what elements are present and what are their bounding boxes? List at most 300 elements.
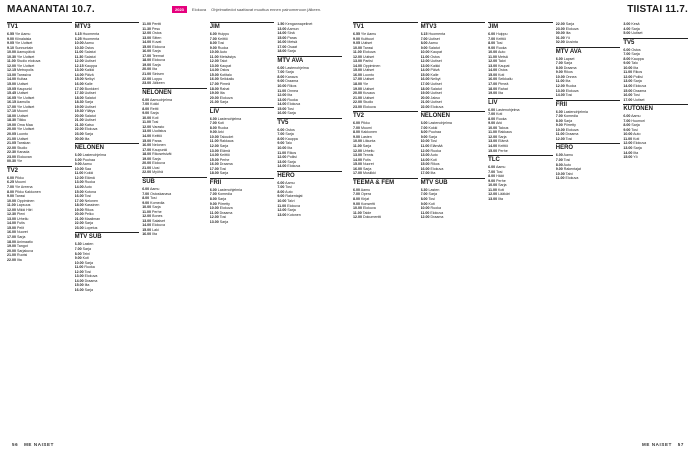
program-time: 17.00 <box>142 147 152 152</box>
program-name: Taloudet <box>218 134 234 139</box>
program-name: Onnea <box>564 74 577 79</box>
program-time: 19.00 <box>352 86 362 91</box>
program-name: Tosi <box>630 127 638 132</box>
program-name: Ostos <box>630 47 641 52</box>
program-time: 9.00 <box>555 70 563 75</box>
channel-title: NELONEN <box>142 88 207 97</box>
program-time: 11.00 <box>623 136 633 141</box>
program-time: 10.00 <box>555 127 565 132</box>
program-name: Aamu <box>427 41 438 46</box>
program-time: 14.00 <box>209 153 219 158</box>
program-name: Koti <box>151 115 159 120</box>
program-time: 7.00 <box>209 121 217 126</box>
program-line <box>556 137 621 142</box>
program-time: 15.00 <box>74 77 84 82</box>
program-name: Elokuva <box>564 176 579 181</box>
program-name: Koti <box>497 72 505 77</box>
program-time: 10.00 <box>142 115 152 120</box>
program-time: 11.00 <box>488 187 497 192</box>
program-time: 7.00 <box>488 112 496 117</box>
program-name: Mikki Hiiri <box>16 207 33 212</box>
program-time: 9.00 <box>277 141 285 146</box>
program-time: 17.00 <box>142 53 152 58</box>
program-time: 18.00 <box>209 171 219 176</box>
program-time: 12.00 <box>488 59 498 64</box>
program-name: Uutiset <box>83 91 96 96</box>
program-time: 02.00 <box>555 40 565 45</box>
program-name: Komedia <box>562 114 578 119</box>
program-name: Studio elokuva <box>15 59 41 64</box>
program-time: 8.00 <box>277 189 285 194</box>
program-time: 16.00 <box>142 49 152 54</box>
program-name: Aamu <box>83 41 94 46</box>
program-time: 18.00 <box>352 82 362 87</box>
program-time: 9.00 <box>420 201 428 206</box>
program-name: Uutiset <box>83 59 96 64</box>
program-time: 20.00 <box>142 67 152 72</box>
program-name: Sarja <box>216 196 227 201</box>
program-time: 9.00 <box>7 36 14 41</box>
program-time: 6.00 <box>623 114 631 119</box>
program-name: Koti <box>216 121 224 126</box>
program-time: 12.00 <box>74 175 84 180</box>
program-name: Sarja <box>630 52 640 57</box>
channel-title: MTV AVA <box>556 47 621 56</box>
program-time: 18.00 <box>142 58 152 63</box>
program-time: 10.00 <box>7 198 16 203</box>
program-time: 11.00 <box>420 54 430 59</box>
program-time: 16.00 <box>142 143 152 148</box>
program-name: Yle Uutiset <box>16 63 35 68</box>
program-name: Yle Uutiset <box>16 127 35 132</box>
program-name: Elokuva <box>361 206 376 211</box>
program-name: Aamupäivä <box>16 50 35 55</box>
program-name: Sarja <box>83 221 93 226</box>
program-time: 7.00 <box>420 192 428 197</box>
program-name: Lopetus <box>83 225 98 230</box>
listing-column <box>210 22 276 438</box>
program-name: Kanava <box>284 74 298 79</box>
program-line <box>75 288 140 293</box>
program-name: Draama <box>632 88 647 93</box>
program-name: Uutiset <box>630 31 643 36</box>
program-name: Paras <box>286 35 297 40</box>
program-name: Tosi <box>429 139 437 144</box>
program-line <box>353 215 418 220</box>
program-name: Sarja <box>361 144 372 149</box>
program-name: Kotitalo <box>218 72 232 77</box>
program-time: 12.00 <box>623 74 633 79</box>
program-name: Keittiö <box>497 144 509 149</box>
program-name: Sarja <box>632 146 642 151</box>
program-name: Draama <box>218 162 233 167</box>
program-time: 15.00 <box>209 157 219 162</box>
program-time: 7.00 <box>277 132 285 137</box>
program-time: 16.00 <box>74 194 84 199</box>
program-name: Sarja <box>286 49 296 54</box>
program-time: 18.00 <box>74 95 84 100</box>
program-name: Yö <box>632 155 638 160</box>
program-name: Draama <box>83 278 98 283</box>
program-name: Saa <box>83 166 91 171</box>
program-time: 22.00 <box>555 22 565 26</box>
program-name: Keittiö <box>216 36 228 41</box>
program-name: Salatut <box>83 54 96 59</box>
program-time: 14.00 <box>352 63 362 68</box>
program-name: Komedia <box>149 200 165 205</box>
program-line <box>7 258 72 263</box>
program-time: 9.00 <box>142 111 150 116</box>
program-name: Lasten <box>359 134 372 139</box>
program-time: 9.00 <box>209 45 217 50</box>
program-time: 11.00 <box>142 209 151 214</box>
program-time: 16.00 <box>74 82 84 87</box>
program-time: 16.00 <box>352 72 362 77</box>
program-time: 11.30 <box>142 26 151 31</box>
program-name: Teini <box>81 251 90 256</box>
program-name: Elämä <box>497 139 509 144</box>
program-name: Kalle <box>429 72 439 77</box>
program-line <box>488 149 553 154</box>
program-time: 15.00 <box>623 88 633 93</box>
program-name: Ruoka <box>429 148 441 153</box>
program-time: 9.00 <box>74 256 82 261</box>
program-time: 11.00 <box>488 130 497 135</box>
program-time: 13.00 <box>623 79 633 84</box>
program-time: 7.00 <box>420 125 428 130</box>
program-name: Rikos <box>286 150 297 155</box>
program-time: 8.00 <box>555 65 563 70</box>
program-time: 17.30 <box>74 91 84 96</box>
program-name: Perhe <box>150 209 162 214</box>
program-name: Oppiminen <box>361 63 381 68</box>
program-name: Poliisi <box>286 155 297 160</box>
program-time: 13.00 <box>555 88 565 93</box>
program-time: 8.00 <box>488 174 496 179</box>
program-time: 15.00 <box>623 155 633 160</box>
program-name: Huomenta <box>81 36 100 41</box>
program-line <box>353 105 418 110</box>
program-line <box>421 105 486 110</box>
channel-title: JIM <box>210 22 275 31</box>
program-time: 10.00 <box>555 171 565 176</box>
program-time: 13.00 <box>277 26 287 31</box>
program-time: 19.30 <box>74 109 84 114</box>
program-name: Koti <box>427 201 435 206</box>
program-time: 6.00 <box>623 47 631 52</box>
program-name: Elokuva <box>83 127 98 132</box>
program-time: 6.00 <box>277 127 285 132</box>
program-name: Sarja <box>286 111 296 116</box>
program-name: Dokumentti <box>361 215 382 220</box>
program-line <box>75 226 140 231</box>
program-time: 17.10 <box>7 109 16 114</box>
program-time: 13.00 <box>142 35 152 40</box>
program-time: 6.25 <box>7 180 14 185</box>
program-name: Tanssi <box>14 194 26 199</box>
program-time: 7.00 <box>623 118 631 123</box>
program-name: Ruoka <box>564 84 577 89</box>
program-time: 11.00 <box>209 139 219 144</box>
program-time: 11.00 <box>142 120 151 125</box>
channel-title: MTV SUB <box>421 178 486 187</box>
program-name: Uutiset <box>361 77 375 82</box>
program-time: 6.15 <box>420 32 428 36</box>
listing-column <box>556 22 622 438</box>
program-name: Uutiset <box>429 100 442 105</box>
program-line <box>277 111 342 116</box>
program-time: 7.00 <box>352 125 360 130</box>
program-time: 7.00 <box>555 114 563 119</box>
program-time: 13.00 <box>420 63 430 68</box>
program-time: 18.00 <box>277 49 287 54</box>
program-name: Bunkkeri <box>83 86 99 91</box>
program-name: Studio <box>361 100 374 105</box>
program-time: 18.00 <box>74 203 84 208</box>
program-name: Elokuva <box>151 161 165 166</box>
program-name: Tosi <box>83 269 91 274</box>
program-name: Kakkonen <box>359 130 377 135</box>
program-time: 21.00 <box>352 95 362 100</box>
program-name: Jälkeen <box>151 81 165 86</box>
program-name: Sarja <box>630 26 640 31</box>
program-time: 13.00 <box>623 146 633 151</box>
channel-title: JIM <box>488 22 553 31</box>
program-name: Rikos <box>429 162 440 167</box>
program-time: 13.00 <box>277 97 287 102</box>
program-time: 9.00 <box>352 36 360 41</box>
program-time: 10.00 <box>74 166 84 171</box>
program-name: Katso <box>83 122 94 127</box>
program-name: Metropolis <box>16 68 34 73</box>
program-name: Sinä <box>286 31 295 36</box>
program-name: Sarja <box>632 79 642 84</box>
program-name: Oppiminen <box>16 198 35 203</box>
program-time: 8.00 <box>488 41 496 46</box>
program-time: 15.00 <box>74 283 84 288</box>
program-time: 13.00 <box>277 212 287 217</box>
program-name: Lastenohjelma <box>216 116 242 121</box>
program-time: 8.00 <box>555 118 563 123</box>
program-name: Ruoka <box>286 97 298 102</box>
program-name: Tosi <box>216 41 225 46</box>
program-name: Yle Uutiset <box>16 104 35 109</box>
program-time: 13.00 <box>74 274 84 279</box>
program-name: Draama <box>564 132 579 137</box>
program-time: 9.00 <box>623 61 631 66</box>
program-name: Osaat <box>286 44 297 49</box>
program-time: 6.00 <box>555 153 563 158</box>
program-name: Tosi <box>286 106 294 111</box>
program-name: Sarja <box>151 49 161 54</box>
program-name: Seikkailu <box>218 77 235 82</box>
program-name: Onnea <box>286 88 298 93</box>
program-name: Kaupat <box>497 63 510 68</box>
program-name: Ostos <box>497 68 508 73</box>
program-name: Ostos <box>151 31 162 36</box>
program-time: 16.00 <box>209 162 219 167</box>
program-name: Sarja <box>83 260 93 265</box>
program-time: 16.00 <box>420 166 430 171</box>
program-name: Elokuva <box>429 166 444 171</box>
program-time: 12.00 <box>142 31 152 36</box>
program-name: Aamu <box>149 186 160 191</box>
program-name: Elokuva <box>429 104 444 109</box>
program-time: 15.00 <box>142 44 152 49</box>
program-name: Talo <box>284 141 292 146</box>
program-name: Rakkaus <box>496 130 512 135</box>
program-time: 15.00 <box>352 68 362 73</box>
program-name: Aamu <box>284 180 295 185</box>
program-name: Elokuva <box>151 58 165 63</box>
program-name: Salatut <box>83 95 96 100</box>
program-name: Kotona <box>83 189 96 194</box>
program-time: 12.00 <box>277 93 287 98</box>
program-time: 16.05 <box>7 95 16 100</box>
program-name: Aamulla <box>16 100 30 105</box>
program-name: Auto <box>429 153 438 158</box>
program-name: Päivä <box>429 68 440 73</box>
program-name: Sarja <box>81 246 91 251</box>
program-name: Yle Uutiset <box>14 41 33 46</box>
program-time: 12.00 <box>555 84 565 89</box>
program-line <box>353 171 418 176</box>
program-name: Häät <box>495 174 504 179</box>
program-time: 20.00 <box>142 161 152 166</box>
program-name: Elokuva <box>564 26 579 31</box>
program-time: 10.00 <box>277 84 287 89</box>
program-name: Uusinta <box>564 40 578 45</box>
program-name: Yle Areena <box>14 184 33 189</box>
program-time: 11.00 <box>555 132 565 137</box>
program-time: 14.00 <box>420 157 430 162</box>
program-time: 9.00 <box>420 45 428 50</box>
program-time: 16.00 <box>420 77 430 82</box>
tv-listing-columns <box>7 22 689 438</box>
program-time: 10.00 <box>555 74 565 79</box>
program-time: 13.00 <box>74 68 84 73</box>
channel-title: TV2 <box>353 111 418 120</box>
program-time: 13.00 <box>488 63 498 68</box>
program-time: 22.00 <box>74 127 84 132</box>
channel-title: SUB <box>142 177 207 186</box>
program-time: 17.00 <box>74 86 84 91</box>
program-name: Luonto <box>361 72 374 77</box>
program-name: Kauppa <box>630 56 644 61</box>
program-line <box>277 49 342 54</box>
channel-title: TEEMA & FEM <box>353 178 418 187</box>
program-time: 8.00 <box>209 196 217 201</box>
program-time: 11.00 <box>488 54 497 59</box>
program-name: Uutiset <box>361 54 375 59</box>
program-time: 22.00 <box>74 221 84 226</box>
program-name: Tosi <box>149 196 157 201</box>
program-time: 6.00 <box>209 187 217 192</box>
program-time: 22.00 <box>142 170 152 175</box>
listing-column <box>353 22 419 438</box>
program-time: 8.00 <box>420 130 428 135</box>
program-name: Pimeä <box>497 82 509 87</box>
program-time: 23.00 <box>74 225 84 230</box>
legend <box>172 6 321 13</box>
channel-title: MTV3 <box>75 22 140 31</box>
program-time: 19.00 <box>209 91 219 96</box>
program-time: 10.00 <box>623 65 633 70</box>
program-name: Elämä <box>83 175 95 180</box>
program-name: Ilta <box>564 79 571 84</box>
program-time: 8.00 <box>277 136 285 141</box>
program-name: Ruoka <box>216 125 229 130</box>
program-time: 19.00 <box>142 156 152 161</box>
program-time: 17.00 <box>420 82 430 87</box>
program-name: Sarja <box>83 287 93 292</box>
program-time: 6.00 <box>209 32 217 36</box>
program-time: 14.00 <box>277 31 287 36</box>
program-time: 17.00 <box>7 234 16 239</box>
program-time: 7.00 <box>209 192 217 197</box>
program-time: 6.30 <box>74 242 82 247</box>
program-line <box>556 176 621 181</box>
program-name: Puuhaa <box>427 130 441 135</box>
program-time: 16.00 <box>623 93 633 98</box>
program-time: 23.00 <box>7 154 16 159</box>
program-time: 8.00 <box>209 125 217 130</box>
program-name: Ilta <box>286 93 293 98</box>
program-name: Sarja <box>83 132 93 137</box>
program-time: 18.00 <box>142 152 152 157</box>
program-time: 9.00 <box>623 127 631 132</box>
program-time: 19.00 <box>7 122 16 127</box>
program-name: Kauppa <box>284 136 298 141</box>
program-name: Elokuva <box>286 164 301 169</box>
program-time: 10.30 <box>74 45 84 50</box>
program-time: 11.00 <box>277 150 287 155</box>
program-name: Tosi <box>632 93 640 98</box>
program-time: 10.00 <box>142 205 152 210</box>
program-time: 11.00 <box>352 210 362 215</box>
program-name: Rikos <box>562 70 573 75</box>
program-name: Päivä <box>83 72 94 77</box>
program-time: 23.00 <box>555 26 565 31</box>
program-time: 10.00 <box>420 206 430 211</box>
program-name: Elokuva <box>218 95 233 100</box>
program-time: 12.00 <box>420 148 430 153</box>
program-name: Sarja <box>361 166 372 171</box>
program-name: Draama <box>429 215 444 220</box>
program-name: Poliisi <box>632 74 643 79</box>
program-time: 7.00 <box>277 70 285 75</box>
program-time: 5.00 <box>623 31 631 36</box>
program-name: Kesä <box>630 22 640 26</box>
program-time: 6.00 <box>74 153 82 158</box>
program-name: Yle Uutiset <box>16 95 35 100</box>
program-time: 22.00 <box>7 257 16 262</box>
program-name: Tosi <box>218 215 227 220</box>
listing-column <box>75 22 141 438</box>
program-time: 10.00 <box>623 132 633 137</box>
program-time: 6.00 <box>352 187 360 192</box>
program-time: 13.00 <box>420 153 430 158</box>
page-number-right: 57 <box>677 442 684 447</box>
channel-title: TV5 <box>623 38 688 47</box>
program-time: 14.00 <box>74 184 84 189</box>
program-time: 21.30 <box>74 122 84 127</box>
program-name: Pieni <box>16 212 25 217</box>
program-time: 1.50 <box>277 22 285 26</box>
program-name: Uusi <box>151 165 160 170</box>
program-name: Uutiset <box>429 91 442 96</box>
program-time: 17.00 <box>209 166 219 171</box>
